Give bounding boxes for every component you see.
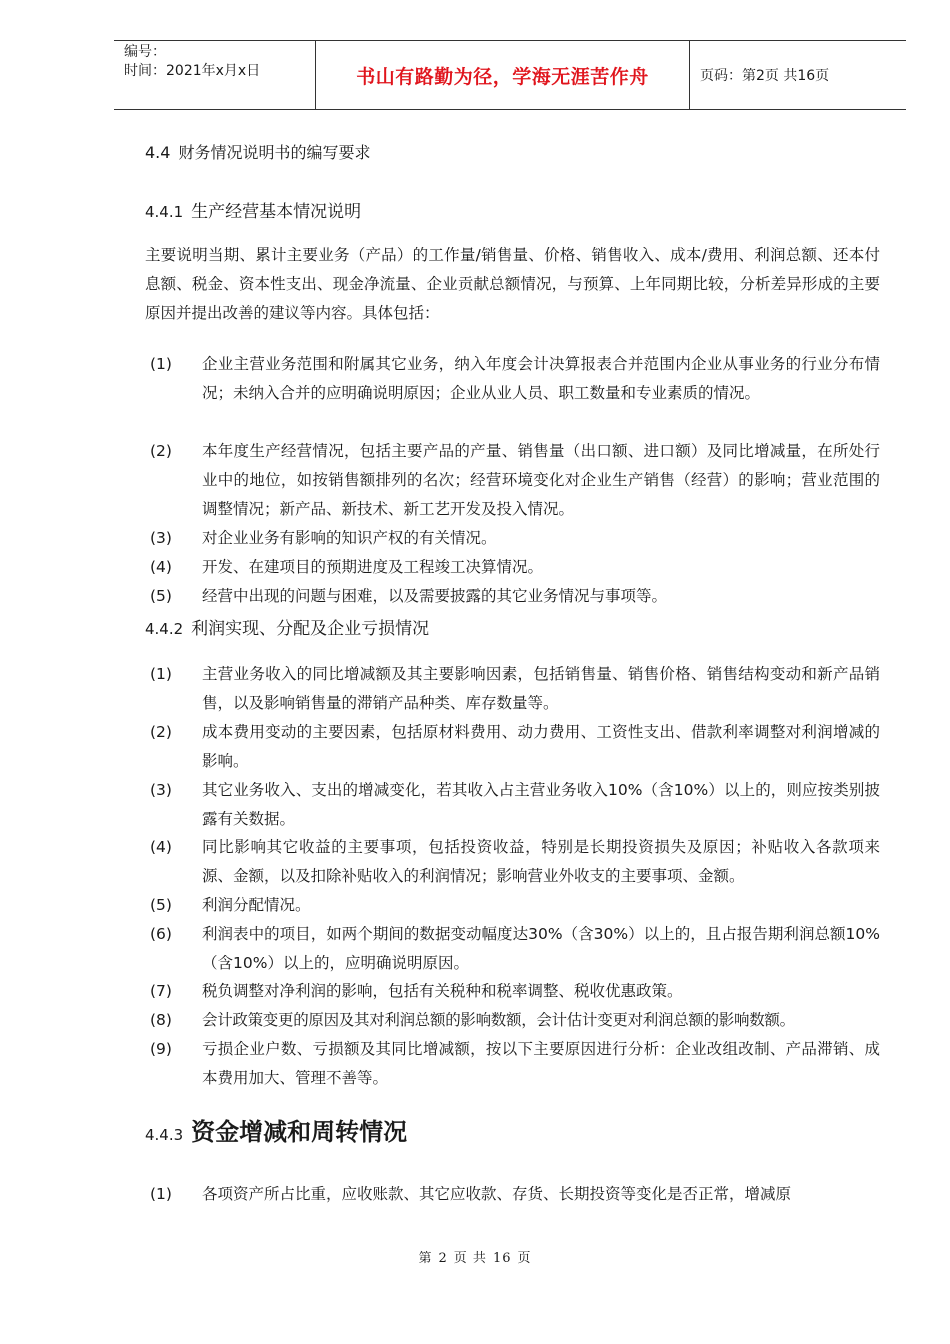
list-item-text: 会计政策变更的原因及其对利润总额的影响数额，会计估计变更对利润总额的影响数额。 (202, 1011, 795, 1029)
list-item-text: 本年度生产经营情况，包括主要产品的产量、销售量（出口额、进口额）及同比增减量，在所处行业中的地位，如按销售额排列的名次；经营环境变化对企业生产销售（经营）的影响；营业范围的调整情况；新产品、新技术、新工艺开发及投入情况。 (202, 442, 880, 518)
list-item-text: 同比影响其它收益的主要事项，包括投资收益，特别是长期投资损失及原因；补贴收入各款项来源、金额，以及扣除补贴收入的利润情况；影响营业外收支的主要事项、金额。 (202, 838, 880, 885)
section-heading-4-4-1 (145, 197, 361, 222)
header-page-label: 页码：第2页 共16页 (700, 68, 830, 84)
list-item-text: 经营中出现的问题与困难，以及需要披露的其它业务情况与事项等。 (202, 587, 668, 605)
section-intro-paragraph: 主要说明当期、累计主要业务（产品）的工作量/销售量、价格、销售收入、成本/费用、利润总额、还本付息额、税金、资本性支出、现金净流量、企业贡献总额情况，与预算、上年同期比较，分析差异形成的主要原因并提出改善的建议等内容。具体包括： (145, 246, 880, 322)
list-item-text: 其它业务收入、支出的增减变化，若其收入占主营业务收入10%（含10%）以上的，则应按类别披露有关数据。 (202, 781, 880, 828)
list-item-index: (2) (150, 442, 172, 460)
list-item (150, 553, 880, 582)
footer-total-pages: 16 (492, 1251, 512, 1266)
list-item-index: (1) (150, 665, 172, 683)
section-heading-4-4-2 (145, 614, 429, 639)
section-title: 生产经营基本情况说明 (191, 202, 362, 222)
header-time-label: 时间：2021年x月x日 (124, 63, 261, 79)
footer-page-number: 2 (438, 1251, 448, 1266)
list-item (150, 920, 880, 978)
list-item-index: (4) (150, 838, 172, 856)
list-item-index: (7) (150, 982, 172, 1000)
list-item (150, 1035, 880, 1093)
section-number: 4.4.1 (145, 203, 184, 221)
list-item (150, 1006, 880, 1035)
section-title: 利润实现、分配及企业亏损情况 (191, 619, 430, 639)
header-meta (114, 41, 316, 109)
list-item-text: 利润表中的项目，如两个期间的数据变动幅度达30%（含30%）以上的，且占报告期利润总额10%（含10%）以上的，应明确说明原因。 (202, 925, 880, 972)
section-number: 4.4.3 (145, 1126, 184, 1144)
list-item-index: (1) (150, 1185, 172, 1203)
list-item-index: (3) (150, 529, 172, 547)
list-item (150, 524, 880, 553)
list-item (150, 1180, 880, 1209)
list-item-index: (6) (150, 925, 172, 943)
list-item (150, 718, 880, 776)
page-header (114, 40, 906, 110)
list-item-index: (4) (150, 558, 172, 576)
list-item-index: (8) (150, 1011, 172, 1029)
list-item (150, 437, 880, 524)
list-item-text: 亏损企业户数、亏损额及其同比增减额，按以下主要原因进行分析：企业改组改制、产品滞销、成本费用加大、管理不善等。 (202, 1040, 880, 1087)
list-item-text: 企业主营业务范围和附属其它业务，纳入年度会计决算报表合并范围内企业从事业务的行业分布情况；未纳入合并的应明确说明原因；企业从业人员、职工数量和专业素质的情况。 (202, 355, 880, 402)
list-item-index: (5) (150, 587, 172, 605)
section-title: 资金增减和周转情况 (191, 1118, 408, 1146)
list-item (150, 776, 880, 834)
list-item (150, 350, 880, 408)
list-item (150, 660, 880, 718)
list-item (150, 833, 880, 891)
list-item-text: 税负调整对净利润的影响，包括有关税种和税率调整、税收优惠政策。 (202, 982, 683, 1000)
section-number: 4.4 (145, 143, 171, 162)
section-heading-4-4 (145, 140, 370, 163)
list-item-text: 开发、在建项目的预期进度及工程竣工决算情况。 (202, 558, 544, 576)
list-item-text: 各项资产所占比重，应收账款、其它应收款、存货、长期投资等变化是否正常，增减原 (202, 1185, 792, 1203)
section-title: 财务情况说明书的编写要求 (178, 143, 371, 162)
header-code-label: 编号： (124, 44, 166, 60)
list-item-index: (5) (150, 896, 172, 914)
section-number: 4.4.2 (145, 620, 184, 638)
footer-prefix: 第 (418, 1251, 433, 1266)
list-item (150, 582, 880, 611)
list-item-index: (2) (150, 723, 172, 741)
section-heading-4-4-3 (145, 1112, 407, 1147)
list-item-text: 对企业业务有影响的知识产权的有关情况。 (202, 529, 497, 547)
list-item-text: 利润分配情况。 (202, 896, 311, 914)
page-footer (0, 1247, 950, 1266)
footer-middle: 页 共 (453, 1251, 487, 1266)
list-item-index: (9) (150, 1040, 172, 1058)
list-item-index: (3) (150, 781, 172, 799)
list-item-text: 成本费用变动的主要因素，包括原材料费用、动力费用、工资性支出、借款利率调整对利润增减的影响。 (202, 723, 880, 770)
list-item-text: 主营业务收入的同比增减额及其主要影响因素，包括销售量、销售价格、销售结构变动和新产品销售，以及影响销售量的滞销产品种类、库存数量等。 (202, 665, 880, 712)
footer-suffix: 页 (517, 1251, 532, 1266)
list-item (150, 977, 880, 1006)
list-item (150, 891, 880, 920)
list-item-index: (1) (150, 355, 172, 373)
header-motto: 书山有路勤为径，学海无涯苦作舟 (316, 41, 690, 109)
